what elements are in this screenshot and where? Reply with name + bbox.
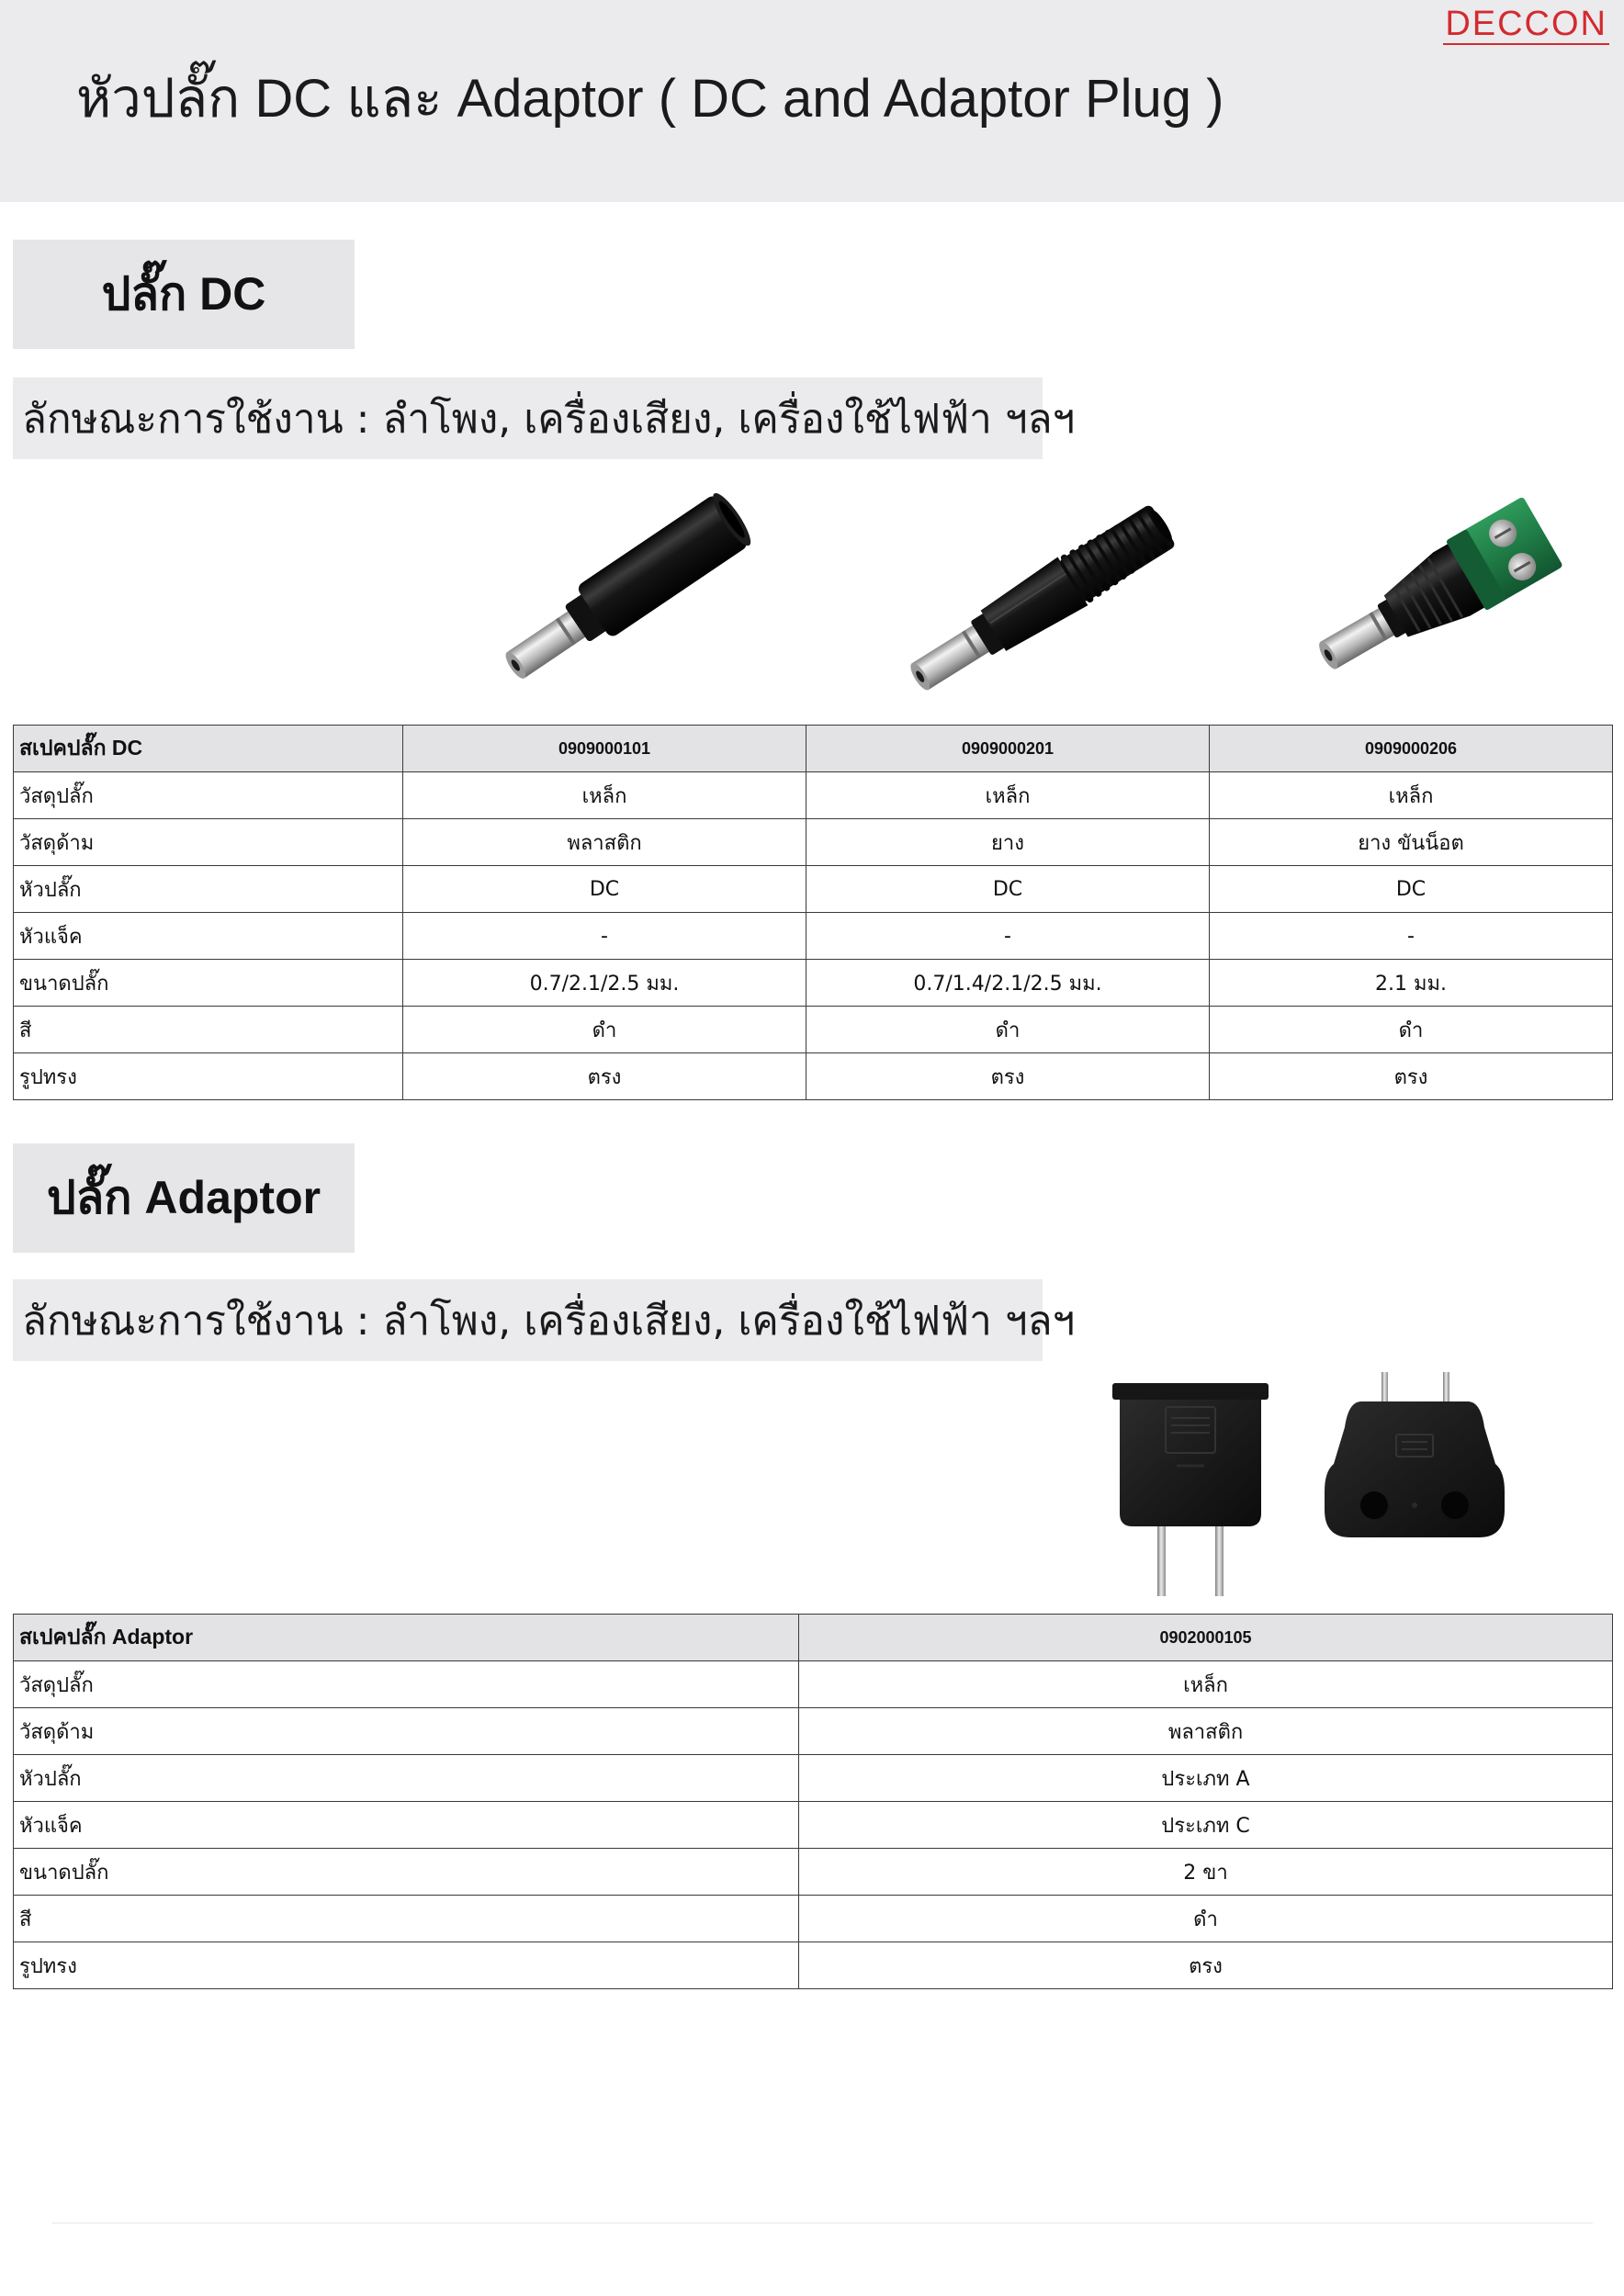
spec-label-cell: วัสดุปลั๊ก <box>14 1661 799 1708</box>
spec-label-cell: หัวปลั๊ก <box>14 866 403 913</box>
adaptor-usage-text: ลักษณะการใช้งาน : ลำโพง, เครื่องเสียง, เครื่องใช้ไฟฟ้า ฯลฯ <box>13 1279 1043 1361</box>
spec-value-cell: ดำ <box>806 1007 1210 1053</box>
spec-title-cell: สเปคปลั๊ก DC <box>14 726 403 772</box>
spec-value-cell: ดำ <box>403 1007 806 1053</box>
table-header-row <box>14 1615 1613 1661</box>
spec-value-cell: ประเภท C <box>799 1802 1613 1849</box>
spec-value-cell: พลาสติก <box>799 1708 1613 1755</box>
table-row <box>14 960 1613 1007</box>
table-row <box>14 1755 1613 1802</box>
spec-label-cell: ขนาดปลั๊ก <box>14 960 403 1007</box>
spec-value-cell: ยาง ขันน็อต <box>1210 819 1613 866</box>
spec-value-cell: เหล็ก <box>403 772 806 819</box>
spec-value-cell: - <box>806 913 1210 960</box>
spec-label-cell: สี <box>14 1007 403 1053</box>
table-row <box>14 1007 1613 1053</box>
table-row <box>14 913 1613 960</box>
spec-value-cell: DC <box>806 866 1210 913</box>
product-code-cell: 0909000101 <box>403 726 806 772</box>
dc-spec-table <box>13 725 1613 1100</box>
dc-plug-terminal-image <box>1307 490 1581 695</box>
spec-value-cell: ตรง <box>1210 1053 1613 1100</box>
spec-title-cell: สเปคปลั๊ก Adaptor <box>14 1615 799 1661</box>
brand-logo: DECCON <box>1445 5 1607 43</box>
adaptor-plug-front-image <box>1112 1383 1269 1596</box>
spec-label-cell: วัสดุด้าม <box>14 819 403 866</box>
spec-value-cell: ยาง <box>806 819 1210 866</box>
adaptor-spec-table <box>13 1614 1613 1989</box>
table-row <box>14 1708 1613 1755</box>
table-header-row <box>14 726 1613 772</box>
spec-value-cell: เหล็ก <box>799 1661 1613 1708</box>
spec-value-cell: ตรง <box>806 1053 1210 1100</box>
spec-label-cell: ขนาดปลั๊ก <box>14 1849 799 1896</box>
spec-value-cell: DC <box>403 866 806 913</box>
spec-label-cell: วัสดุด้าม <box>14 1708 799 1755</box>
product-code-cell: 0902000105 <box>799 1615 1613 1661</box>
table-row <box>14 1896 1613 1942</box>
table-row <box>14 1053 1613 1100</box>
product-code-cell: 0909000206 <box>1210 726 1613 772</box>
spec-value-cell: 0.7/1.4/2.1/2.5 มม. <box>806 960 1210 1007</box>
spec-value-cell: ประเภท A <box>799 1755 1613 1802</box>
spec-label-cell: สี <box>14 1896 799 1942</box>
page-title: หัวปลั๊ก DC และ Adaptor ( DC and Adaptor Plug ) <box>76 69 1224 129</box>
spec-value-cell: DC <box>1210 866 1613 913</box>
adaptor-section-heading: ปลั๊ก Adaptor <box>13 1143 355 1253</box>
spec-value-cell: เหล็ก <box>806 772 1210 819</box>
spec-value-cell: เหล็ก <box>1210 772 1613 819</box>
spec-value-cell: 2.1 มม. <box>1210 960 1613 1007</box>
product-code-cell: 0909000201 <box>806 726 1210 772</box>
adaptor-plug-socket-image <box>1325 1372 1505 1540</box>
table-row <box>14 1802 1613 1849</box>
spec-value-cell: - <box>403 913 806 960</box>
spec-label-cell: หัวแจ็ค <box>14 1802 799 1849</box>
table-row <box>14 1942 1613 1989</box>
table-row <box>14 1661 1613 1708</box>
spec-value-cell: 0.7/2.1/2.5 มม. <box>403 960 806 1007</box>
dc-plug-plastic-image <box>505 490 747 695</box>
spec-value-cell: - <box>1210 913 1613 960</box>
dc-section-heading: ปลั๊ก DC <box>13 240 355 349</box>
spec-label-cell: หัวแจ็ค <box>14 913 403 960</box>
dc-usage-text: ลักษณะการใช้งาน : ลำโพง, เครื่องเสียง, เครื่องใช้ไฟฟ้า ฯลฯ <box>13 377 1043 459</box>
table-row <box>14 866 1613 913</box>
spec-label-cell: หัวปลั๊ก <box>14 1755 799 1802</box>
spec-value-cell: ตรง <box>403 1053 806 1100</box>
spec-value-cell: 2 ขา <box>799 1849 1613 1896</box>
table-row <box>14 772 1613 819</box>
table-row <box>14 819 1613 866</box>
dc-plug-rubber-image <box>908 490 1171 695</box>
spec-value-cell: ดำ <box>1210 1007 1613 1053</box>
spec-label-cell: วัสดุปลั๊ก <box>14 772 403 819</box>
spec-label-cell: รูปทรง <box>14 1942 799 1989</box>
table-row <box>14 1849 1613 1896</box>
spec-label-cell: รูปทรง <box>14 1053 403 1100</box>
spec-value-cell: ดำ <box>799 1896 1613 1942</box>
spec-value-cell: ตรง <box>799 1942 1613 1989</box>
spec-value-cell: พลาสติก <box>403 819 806 866</box>
